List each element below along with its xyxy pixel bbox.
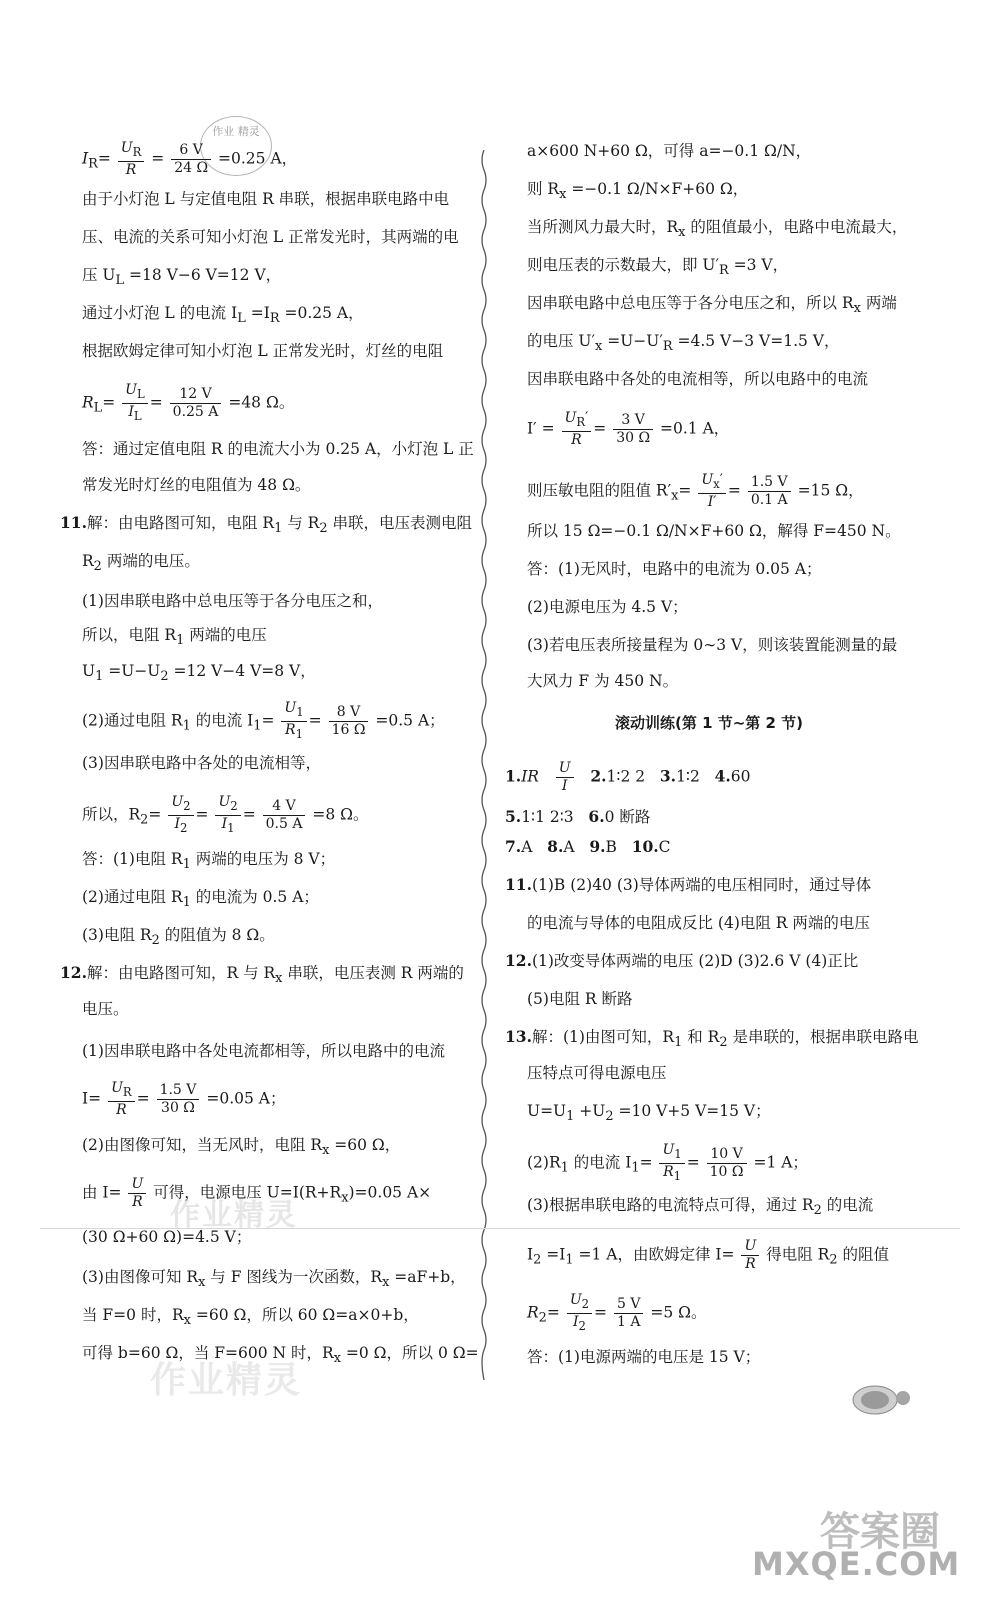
answer-row-1: 1.IR $\frac{U}{I}$ 2.1∶2 2 3.1∶2 4.60 — [505, 760, 751, 794]
text-line: 当 F=0 时，$R_x =60$ Ω，所以 60 Ω=a×0+b， — [82, 1306, 419, 1329]
text-line: (1)因串联电路中各处电流都相等，所以电路中的电流 — [82, 1042, 445, 1060]
column-divider — [478, 150, 490, 1380]
eq-i1-q13: $(2)R_1$ 的电流 $I_1=$ $\frac{U_1}{R_1}$ = $\frac{10 V}{10 \Omega}$ =1 A； — [527, 1142, 808, 1183]
text-line: 因串联电路中总电压等于各分电压之和，所以 $R_x$ 两端 — [527, 294, 897, 317]
text-line: a×600 N+60 Ω，可得 a=−0.1 Ω/N， — [527, 142, 812, 160]
eq-r2: 所以，$R_2=$ $\frac{U_2}{I_2}$ = $\frac{U_2}{I_1}$ = $\frac{4 V}{0.5 A}$ =8 Ω。 — [82, 794, 369, 835]
answer-line: 答：通过定值电阻 R 的电流大小为 0.25 A，小灯泡 L 正 — [82, 440, 474, 458]
text-line: (3)因串联电路中各处的电流相等， — [82, 754, 321, 772]
answer-line: (2)通过电阻 $R_1$ 的电流为 0.5 A； — [82, 888, 319, 911]
answer-row-12: 12.(1)改变导体两端的电压 (2)D (3)2.6 V (4)正比 — [505, 951, 859, 970]
eq-i: I= $\frac{U_R}{R}$ = $\frac{1.5 V}{30 \Omega}$ =0.05 A； — [82, 1080, 286, 1118]
answer-line: (3)电阻 $R_2$ 的阻值为 8 Ω。 — [82, 926, 275, 949]
q11-line: 11.解：由电路图可知，电阻 $R_1$ 与 $R_2$ 串联，电压表测电阻 — [60, 513, 472, 537]
watermark-2: 作业精灵 — [150, 1360, 303, 1401]
eq-rl: $R_L=$ $\frac{U_L}{I_L}$ = $\frac{12 V}{0.25 A}$ =48 Ω。 — [82, 382, 295, 423]
text-line: (30 Ω+60 Ω)=4.5 V； — [82, 1228, 252, 1246]
section-title: 滚动训练(第 1 节∼第 2 节) — [615, 714, 804, 732]
text-line: (3)由图像可知 $R_x$ 与 F 图线为一次函数，$R_x =aF+b$， — [82, 1268, 466, 1291]
text-line: 所以 15 Ω=−0.1 Ω/N×F+60 Ω，解得 F=450 N。 — [527, 522, 901, 540]
answer-line: 常发光时灯丝的电阻值为 48 Ω。 — [82, 476, 311, 494]
answer-line: 答：(1)电源两端的电压是 15 V； — [527, 1348, 761, 1366]
answer-line: 答：(1)无风时，电路中的电流为 0.05 A； — [527, 560, 822, 578]
eq-u: 由 I= $\frac{U}{R}$ 可得，电源电压 $U=I(R+R_x)=0.05$ A× — [82, 1176, 432, 1210]
text-line: 压、电流的关系可知小灯泡 L 正常发光时，其两端的电 — [82, 228, 459, 246]
answer-line: (2)电源电压为 4.5 V； — [527, 598, 688, 616]
answer-row-2: 5.1∶1 2∶3 6.0 断路 — [505, 807, 651, 826]
brand-watermark: 答案圈 — [820, 1509, 940, 1555]
text-line: (3)根据串联电路的电流特点可得，通过 $R_2$ 的电流 — [527, 1196, 874, 1219]
answer-row-13: 13.解：(1)由图可知，$R_1$ 和 $R_2$ 是串联的，根据串联电路电 — [505, 1027, 919, 1051]
text-line: 当所测风力最大时，$R_x$ 的阻值最小，电路中电流最大， — [527, 218, 908, 241]
answer-row-11b: 的电流与导体的电阻成反比 (4)电阻 R 两端的电压 — [527, 914, 870, 932]
eq-ohm: $I_2 =I_1 =1$ A，由欧姆定律 I= $\frac{U}{R}$ 得电阻 $R_2$ 的阻值 — [527, 1238, 889, 1272]
text-line: 电压。 — [82, 1000, 129, 1018]
eq-ir: $I_R=$ $\frac{U_R}{R}$ = $\frac{6 V}{24 \Omega}$ =0.25 A， — [82, 140, 298, 178]
answer-row-12b: (5)电阻 R 断路 — [527, 990, 633, 1008]
text-line: 可得 b=60 Ω，当 F=600 N 时，$R_x =0$ Ω，所以 0 Ω= — [82, 1344, 479, 1367]
eq-i1: (2)通过电阻 $R_1$ 的电流 $I_1=$ $\frac{U_1}{R_1}$ = $\frac{8 V}{16 \Omega}$ =0.5 A； — [82, 700, 445, 741]
text-line: 根据欧姆定律可知小灯泡 L 正常发光时，灯丝的电阻 — [82, 342, 444, 360]
answer-line: 大风力 F 为 450 N。 — [527, 672, 679, 690]
text-line: 所以，电阻 $R_1$ 两端的电压 — [82, 626, 267, 649]
q12-line: 12.解：由电路图可知，R 与 $R_x$ 串联，电压表测 R 两端的 — [60, 963, 464, 987]
eq-r2-q13: $R_2=$ $\frac{U_2}{I_2}$ = $\frac{5 V}{1 A}$ =5 Ω。 — [527, 1292, 707, 1333]
text-line: (2)由图像可知，当无风时，电阻 $R_x =60$ Ω， — [82, 1136, 401, 1159]
text-line: (1)因串联电路中总电压等于各分电压之和， — [82, 592, 383, 610]
brand-url: MXQE.COM — [752, 1545, 961, 1583]
text-line: $U=U_1 +U_2 =10$ V+5 V=15 V； — [527, 1102, 771, 1125]
stamp-seal: 作业 精灵 — [200, 116, 272, 176]
text-line: $R_2$ 两端的电压。 — [82, 552, 200, 575]
text-line: $U_1 =U-U_2 =12$ V−4 V=8 V， — [82, 662, 316, 685]
text-line: 由于小灯泡 L 与定值电阻 R 串联，根据串联电路中电 — [82, 190, 450, 208]
text-line: 通过小灯泡 L 的电流 $I_L =I_R =0.25$ A， — [82, 304, 364, 327]
text-line: 因串联电路中各处的电流相等，所以电路中的电流 — [527, 370, 869, 388]
text-line: 的电压 $U'_x =U-U'_R =4.5$ V−3 V=1.5 V， — [527, 332, 840, 355]
answer-line: (3)若电压表所接量程为 0∼3 V，则该装置能测量的最 — [527, 636, 898, 654]
answer-row-3: 7.A 8.A 9.B 10.C — [505, 837, 671, 856]
page-logo-icon — [845, 1380, 915, 1420]
text-line: 则电压表的示数最大，即 $U'_R =3$ V， — [527, 256, 789, 279]
watermark-1: 作业精灵 — [170, 1198, 298, 1233]
eq-i-prime: I′ = $\frac{U_R'}{R}$ = $\frac{3 V}{30 \Omega}$ =0.1 A， — [527, 410, 730, 448]
text-line: 压 $U_L =18$ V−6 V=12 V， — [82, 266, 282, 289]
text-line: 压特点可得电源电压 — [527, 1064, 667, 1082]
eq-rx-prime: 则压敏电阻的阻值 $R'_x=$ $\frac{U_x'}{I'}$ = $\frac{1.5 V}{0.1 A}$ =15 Ω， — [527, 472, 864, 510]
answer-line: 答：(1)电阻 $R_1$ 两端的电压为 8 V； — [82, 850, 336, 873]
answer-row-11: 11.(1)B (2)40 (3)导体两端的电压相同时，通过导体 — [505, 875, 872, 894]
text-line: 则 $R_x =-0.1$ Ω/N×F+60 Ω， — [527, 180, 749, 203]
